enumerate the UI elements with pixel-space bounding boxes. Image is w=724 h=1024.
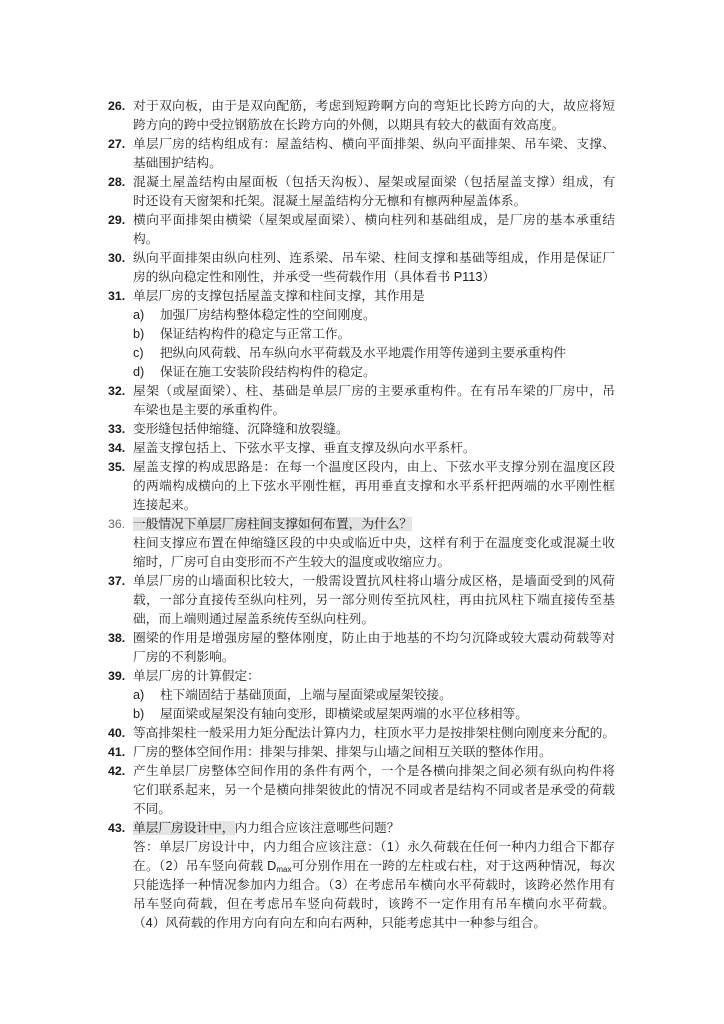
item-38 bbox=[108, 629, 615, 667]
item-content bbox=[133, 667, 615, 724]
item-34 bbox=[108, 439, 615, 458]
item-content bbox=[133, 173, 615, 211]
item-number: 43. bbox=[108, 821, 126, 835]
item-content bbox=[133, 420, 615, 439]
item-content bbox=[133, 724, 615, 743]
item-number: 27. bbox=[108, 137, 126, 151]
item-35 bbox=[108, 458, 615, 515]
item-number: 38. bbox=[108, 631, 126, 645]
answer-line: 柱间支撑应布置在伸缩缝区段的中央或临近中央，这样有利于在温度变化或混凝土收 bbox=[133, 536, 615, 550]
item-content bbox=[133, 572, 615, 629]
item-31 bbox=[108, 287, 615, 382]
item-line: 单层厂房的支撑包括屋盖支撑和柱间支撑，其作用是 bbox=[133, 289, 425, 303]
sub-item bbox=[133, 705, 615, 724]
sub-item bbox=[133, 325, 615, 344]
item-content bbox=[133, 762, 615, 819]
item-42 bbox=[108, 762, 615, 819]
item-29 bbox=[108, 211, 615, 249]
item-number: 42. bbox=[108, 764, 126, 778]
item-number: 35. bbox=[108, 460, 126, 474]
subscript: max bbox=[276, 865, 292, 874]
item-line: 构。 bbox=[133, 232, 159, 246]
document-body bbox=[108, 97, 615, 933]
sub-item-label: a) bbox=[133, 308, 145, 322]
item-number: 32. bbox=[108, 384, 126, 398]
item-content bbox=[133, 249, 615, 287]
item-line: 单层厂房的计算假定： bbox=[133, 669, 260, 683]
item-number: 34. bbox=[108, 441, 126, 455]
sub-item-text: 保证在施工安装阶段结构构件的稳定。 bbox=[160, 365, 376, 379]
item-number: 28. bbox=[108, 175, 126, 189]
item-content bbox=[133, 382, 615, 420]
item-line: 不同。 bbox=[133, 802, 172, 816]
item-number: 41. bbox=[108, 745, 126, 759]
item-content bbox=[133, 211, 615, 249]
sub-item bbox=[133, 306, 615, 325]
question-title: 一般情况下单层厂房柱间支撑如何布置，为什么？ bbox=[133, 517, 413, 531]
item-content bbox=[133, 515, 615, 572]
sub-item-text: 屋面梁或屋架没有轴向变形，即横梁或屋架两端的水平位移相等。 bbox=[160, 707, 528, 721]
item-line: 混凝土屋盖结构由屋面板（包括天沟板）、屋架或屋面梁（包括屋盖支撑）组成，有 bbox=[133, 175, 615, 189]
sub-item bbox=[133, 363, 615, 382]
item-line: 屋盖支撑的构成思路是：在每一个温度区段内，由上、下弦水平支撑分别在温度区段 bbox=[133, 460, 615, 474]
sub-item-text: 柱下端固结于基础顶面，上端与屋面梁或屋架铰接。 bbox=[160, 688, 452, 702]
item-line: 产生单层厂房整体空间作用的条件有两个，一个是各横向排架之间必须有纵向构件将 bbox=[133, 764, 615, 778]
item-line: 屋盖支撑包括上、下弦水平支撑、垂直支撑及纵向水平系杆。 bbox=[133, 441, 476, 455]
item-line: 屋架（或屋面梁）、柱、基础是单层厂房的主要承重构件。在有吊车梁的厂房中，吊 bbox=[133, 384, 615, 398]
item-line: 厂房的整体空间作用：排架与排架、排架与山墙之间相互关联的整体作用。 bbox=[133, 745, 552, 759]
question-highlight: 单层厂房设计中， bbox=[133, 821, 235, 835]
item-43 bbox=[108, 819, 615, 933]
item-line: 础，而上端则通过屋盖系统传至纵向柱列。 bbox=[133, 612, 375, 626]
item-content bbox=[133, 135, 615, 173]
item-number: 30. bbox=[108, 251, 126, 265]
sub-item-text: 加强厂房结构整体稳定性的空间刚度。 bbox=[160, 308, 376, 322]
item-number: 31. bbox=[108, 289, 126, 303]
answer-text: 在。（2）吊车竖向荷载 D bbox=[133, 859, 277, 873]
item-line: 连接起来。 bbox=[133, 498, 197, 512]
item-number: 29. bbox=[108, 213, 126, 227]
item-36 bbox=[108, 515, 615, 572]
question-line bbox=[133, 819, 615, 838]
answer-line bbox=[133, 857, 615, 876]
sub-item-label: a) bbox=[133, 688, 145, 702]
answer-text: 可分别作用在一跨的左柱或右柱，对于这两种情况，每次 bbox=[291, 859, 615, 873]
question-title: 内力组合应该注意哪些问题？ bbox=[234, 821, 400, 835]
item-line: 车梁也是主要的承重构件。 bbox=[133, 403, 286, 417]
item-41 bbox=[108, 743, 615, 762]
item-37 bbox=[108, 572, 615, 629]
item-39 bbox=[108, 667, 615, 724]
item-32 bbox=[108, 382, 615, 420]
item-line: 单层厂房的山墙面积比较大，一般需设置抗风柱将山墙分成区格，是墙面受到的风荷 bbox=[133, 574, 615, 588]
answer-line: （4）风荷载的作用方向有向左和向右两种，只能考虑其中一种参与组合。 bbox=[133, 916, 547, 930]
sub-item-label: b) bbox=[133, 327, 145, 341]
sub-item-text: 保证结构构件的稳定与正常工作。 bbox=[160, 327, 351, 341]
answer-line: 吊车竖向荷载，但在考虑吊车竖向荷载时，该跨不一定作用有吊车横向水平荷载。 bbox=[133, 897, 615, 911]
item-number: 36. bbox=[108, 517, 126, 531]
item-content bbox=[133, 819, 615, 933]
item-number: 26. bbox=[108, 99, 126, 113]
item-28 bbox=[108, 173, 615, 211]
item-content bbox=[133, 287, 615, 382]
question-line bbox=[133, 515, 615, 534]
item-number: 33. bbox=[108, 422, 126, 436]
item-content bbox=[133, 629, 615, 667]
item-content bbox=[133, 743, 615, 762]
item-line: 纵向平面排架由纵向柱列、连系梁、吊车梁、柱间支撑和基础等组成，作用是保证厂 bbox=[133, 251, 615, 265]
item-line: 它们联系起来，另一个是横向排架彼此的情况不同或者是结构不同或者是承受的荷载 bbox=[133, 783, 615, 797]
item-line: 等高排架柱一般采用力矩分配法计算内力，柱顶水平力是按排架柱侧向刚度来分配的。 bbox=[133, 726, 616, 740]
item-line: 横向平面排架由横梁（屋架或屋面梁）、横向柱列和基础组成，是厂房的基本承重结 bbox=[133, 213, 615, 227]
item-line: 对于双向板，由于是双向配筋，考虑到短跨啊方向的弯矩比长跨方向的大，故应将短 bbox=[133, 99, 615, 113]
answer-line: 缩时，厂房可自由变形而不产生较大的温度或收缩应力。 bbox=[133, 555, 451, 569]
item-26 bbox=[108, 97, 615, 135]
item-number: 39. bbox=[108, 669, 126, 683]
sub-item-text: 把纵向风荷载、吊车纵向水平荷载及水平地震作用等传递到主要承重构件 bbox=[160, 346, 566, 360]
item-content bbox=[133, 439, 615, 458]
sub-item-label: b) bbox=[133, 707, 145, 721]
item-33 bbox=[108, 420, 615, 439]
item-line: 厂房的不利影响。 bbox=[133, 650, 235, 664]
answer-line: 答：单层厂房设计中，内力组合应该注意：（1）永久荷载在任何一种内力组合下都存 bbox=[133, 840, 615, 854]
sub-item-label: d) bbox=[133, 365, 145, 379]
item-line: 基础围护结构。 bbox=[133, 156, 222, 170]
item-line: 跨方向的跨中受拉钢筋放在长跨方向的外侧，以期具有较大的截面有效高度。 bbox=[133, 118, 565, 132]
item-27 bbox=[108, 135, 615, 173]
item-number: 37. bbox=[108, 574, 126, 588]
item-30 bbox=[108, 249, 615, 287]
item-number: 40. bbox=[108, 726, 126, 740]
item-line: 的两端构成横向的上下弦水平刚性框，再用垂直支撑和水平系杆把两端的水平刚性框 bbox=[133, 479, 615, 493]
item-content bbox=[133, 458, 615, 515]
sub-item bbox=[133, 344, 615, 363]
item-content bbox=[133, 97, 615, 135]
item-line: 变形缝包括伸缩缝、沉降缝和放裂缝。 bbox=[133, 422, 349, 436]
sub-item-label: c) bbox=[133, 346, 144, 360]
item-line: 圈梁的作用是增强房屋的整体刚度，防止由于地基的不均匀沉降或较大震动荷载等对 bbox=[133, 631, 615, 645]
answer-line: 只能选择一种情况参加内力组合。（3）在考虑吊车横向水平荷载时，该跨必然作用有 bbox=[133, 878, 615, 892]
item-line: 载，一部分直接传至纵向柱列，另一部分则传至抗风柱，再由抗风柱下端直接传至基 bbox=[133, 593, 615, 607]
item-line: 单层厂房的结构组成有：屋盖结构、横向平面排架、纵向平面排架、吊车梁、支撑、 bbox=[133, 137, 615, 151]
item-40 bbox=[108, 724, 615, 743]
item-line: 房的纵向稳定性和刚性，并承受一些荷载作用（具体看书 P113） bbox=[133, 270, 496, 284]
item-line: 时还设有天窗架和托架。混凝土屋盖结构分无檩和有檩两种屋盖体系。 bbox=[133, 194, 527, 208]
sub-item bbox=[133, 686, 615, 705]
